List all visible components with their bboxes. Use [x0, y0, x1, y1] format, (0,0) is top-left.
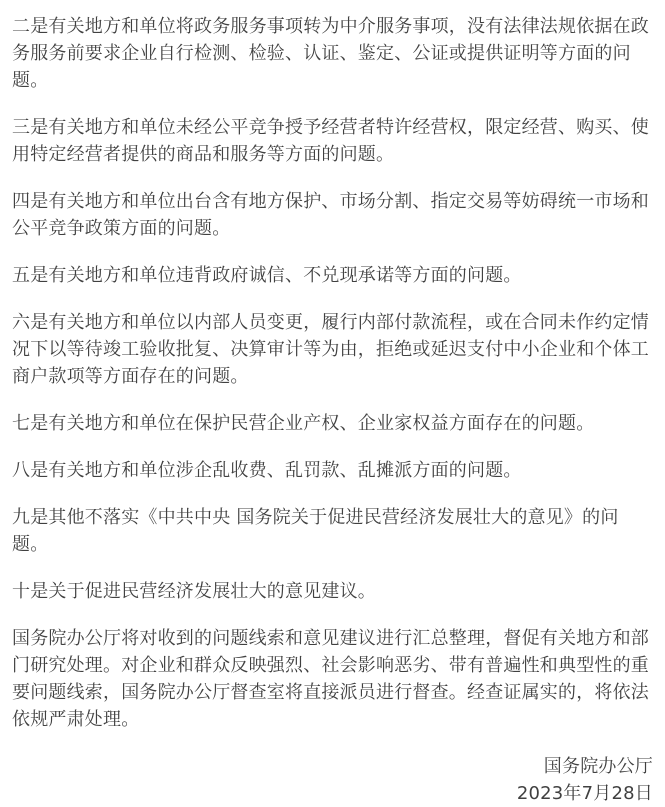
paragraph-issue-10: 十是关于促进民营经济发展壮大的意见建议。 [12, 581, 376, 602]
paragraph-issue-7: 七是有关地方和单位在保护民营企业产权、企业家权益方面存在的问题。 [12, 413, 595, 434]
signature-org: 国务院办公厅 [543, 756, 653, 777]
paragraph-closing: 国务院办公厅将对收到的问题线索和意见建议进行汇总整理，督促有关地方和部门研究处理。对企业和群众反映强烈、社会影响恶劣、带有普遍性和典型性的重要问题线索，国务院办公厅督查室将直接派员进行督查。经查证属实的，将依法依规严肃处理。 [12, 628, 649, 730]
paragraph-issue-2: 二是有关地方和单位将政务服务事项转为中介服务事项，没有法律法规依据在政务服务前要求企业自行检测、检验、认证、鉴定、公证或提供证明等方面的问题。 [12, 16, 649, 91]
paragraph-issue-3: 三是有关地方和单位未经公平竞争授予经营者特许经营权，限定经营、购买、使用特定经营者提供的商品和服务等方面的问题。 [12, 117, 649, 165]
paragraph-issue-8: 八是有关地方和单位涉企乱收费、乱罚款、乱摊派方面的问题。 [12, 460, 522, 481]
paragraph-issue-5: 五是有关地方和单位违背政府诚信、不兑现承诺等方面的问题。 [12, 265, 522, 286]
paragraph-issue-6: 六是有关地方和单位以内部人员变更，履行内部付款流程，或在合同未作约定情况下以等待竣工验收批复、决算审计等为由，拒绝或延迟支付中小企业和个体工商户款项等方面存在的问题。 [12, 312, 649, 387]
signature-date: 2023年7月28日 [516, 783, 653, 804]
signature-block [12, 753, 653, 807]
paragraph-issue-4: 四是有关地方和单位出台含有地方保护、市场分割、指定交易等妨碍统一市场和公平竞争政策方面的问题。 [12, 191, 649, 239]
paragraph-issue-9: 九是其他不落实《中共中央 国务院关于促进民营经济发展壮大的意见》的问题。 [12, 507, 619, 555]
